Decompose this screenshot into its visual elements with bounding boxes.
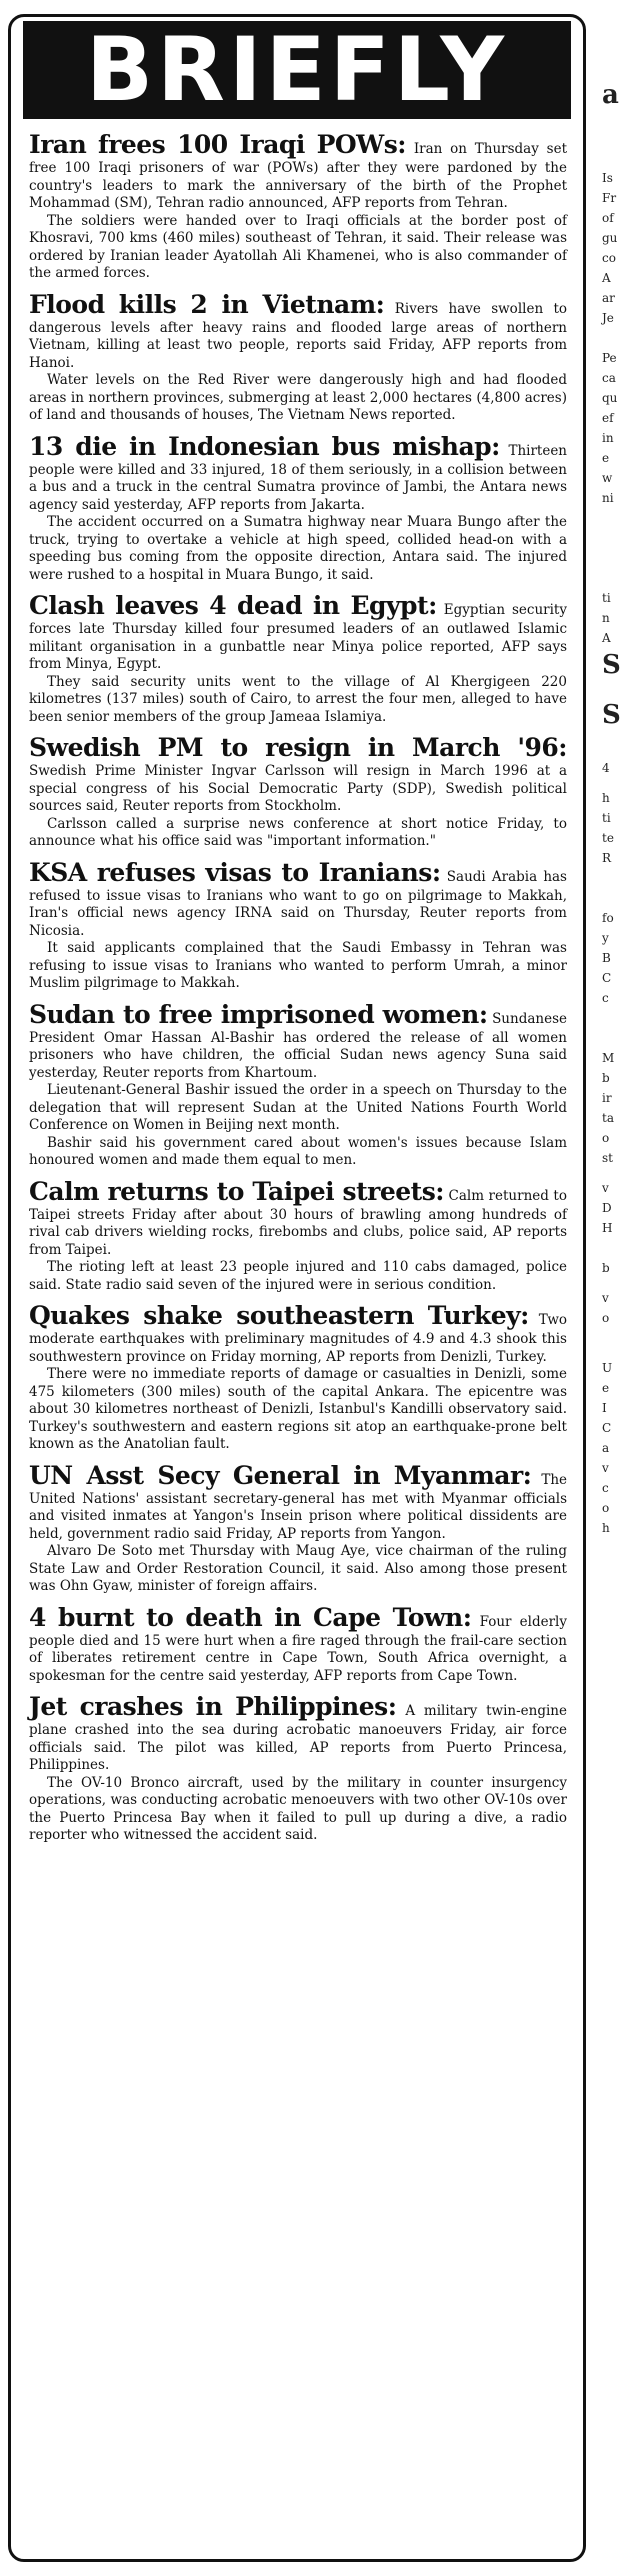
adjacent-column-fragment: qu <box>602 391 618 405</box>
news-brief <box>29 129 567 283</box>
adjacent-column-fragment: of <box>602 211 614 225</box>
adjacent-column-fragment: fo <box>602 911 614 925</box>
adjacent-column-fragment: o <box>602 1311 610 1325</box>
brief-lead-paragraph <box>29 289 567 373</box>
adjacent-column-fragment: R <box>602 851 612 865</box>
adjacent-column-fragment: v <box>602 1291 609 1305</box>
adjacent-column-fragment: v <box>602 1461 609 1475</box>
stories-container <box>29 129 567 1845</box>
adjacent-column-fragment: ti <box>602 591 611 605</box>
brief-text: The accident occurred on a Sumatra highway near Muara Bungo after the truck, trying to overtake a vehicle at high speed, collided head-on with a speeding bus coming from the opposite direction, Antara said. The injured were rushed to a hospital in Muara Bungo, it said. <box>29 514 567 583</box>
news-brief <box>29 1460 567 1596</box>
news-brief <box>29 1602 567 1686</box>
brief-headline: Flood kills 2 in Vietnam: <box>29 289 385 319</box>
adjacent-column-fragment: 4 <box>602 761 610 775</box>
brief-text: It said applicants complained that the Saudi Embassy in Tehran was refusing to issue visas to Iranians who wanted to perform Umrah, a minor Muslim pilgrimage to Makkah. <box>29 940 567 991</box>
brief-text: Two moderate earthquakes with preliminary magnitudes of 4.9 and 4.3 shook this southwestern province on Friday morning, AP reports from Denizli, Turkey. <box>29 1312 568 1365</box>
brief-text: They said security units went to the village of Al Khergigeen 220 kilometres (137 miles) south of Cairo, to arrest the four men, alleged to have been senior members of the group Jameaa Islamiya. <box>29 673 567 725</box>
brief-text: Saudi Arabia has refused to issue visas to Iranians who want to go on pilgrimage to Makkah, Iran's official news agency IRNA said on Thursday, Reuter reports from Nicosia. <box>29 868 567 939</box>
adjacent-column-fragment: c <box>602 991 609 1005</box>
adjacent-column-fragment: C <box>602 1421 612 1435</box>
brief-text: Water levels on the Red River were dangerously high and had flooded areas in northern provinces, submerging at least 2,000 hectares (4,800 acres) of land and thousands of houses, The Vietnam News reported. <box>29 372 567 423</box>
adjacent-column-fragment: h <box>602 791 610 805</box>
brief-paragraph <box>29 213 567 283</box>
adjacent-column-fragment: ir <box>602 1091 612 1105</box>
news-brief <box>29 289 567 425</box>
brief-headline: Clash leaves 4 dead in Egypt: <box>29 591 437 620</box>
brief-headline: Quakes shake southeastern Turkey: <box>29 1301 529 1330</box>
adjacent-column-fragment: ti <box>602 811 611 825</box>
adjacent-column-fragment: D <box>602 1201 612 1215</box>
brief-lead-paragraph <box>29 1691 567 1775</box>
brief-text: Alvaro De Soto met Thursday with Maug Aye, vice chairman of the ruling State Law and Order Restoration Council, it said. Also among those present was Ohn Gyaw, minister of foreign affairs. <box>29 1543 567 1594</box>
adjacent-column-fragment: a <box>602 1441 610 1455</box>
brief-headline: Sudan to free imprisoned women: <box>29 999 488 1029</box>
brief-text: Carlsson called a surprise news conference at short notice Friday, to announce what his office said was "important information." <box>29 815 567 849</box>
news-brief <box>29 732 567 851</box>
news-brief <box>29 1691 567 1845</box>
news-brief <box>29 1300 567 1454</box>
adjacent-column-fragment: y <box>602 931 609 945</box>
adjacent-column-fragment: h <box>602 1521 610 1535</box>
adjacent-column-fragment: C <box>602 971 612 985</box>
brief-text: Four elderly people died and 15 were hurt when a fire raged through the frail-care section of liberates retirement centre in Cape Town, South Africa overnight, a spokesman for the centre said yesterday, AFP reports from Cape Town. <box>29 1613 567 1684</box>
brief-text: Calm returned to Taipei streets Friday after about 30 hours of brawling among hundreds of rival cab drivers wielding rocks, firebombs and clubs, police said, AP reports from Taipei. <box>29 1187 567 1258</box>
brief-paragraph <box>29 1259 567 1294</box>
adjacent-column-fragment: ca <box>602 371 616 385</box>
adjacent-column-fragment: ta <box>602 1111 614 1125</box>
brief-text: Rivers have swollen to dangerous levels after heavy rains and flooded large areas of northern Vietnam, killing at least two people, reports said Friday, AFP reports from Hanoi. <box>29 300 567 371</box>
adjacent-column <box>600 0 624 2572</box>
brief-paragraph <box>29 514 567 584</box>
brief-headline: UN Asst Secy General in Myanmar: <box>29 1460 532 1490</box>
brief-headline: 13 die in Indonesian bus mishap: <box>29 431 500 461</box>
news-brief <box>29 1176 567 1295</box>
brief-lead-paragraph <box>29 431 567 515</box>
adjacent-column-fragment: ef <box>602 411 614 425</box>
brief-paragraph <box>29 372 567 425</box>
adjacent-column-fragment: A <box>602 271 611 285</box>
brief-paragraph <box>29 1082 567 1135</box>
brief-text: Lieutenant-General Bashir issued the order in a speech on Thursday to the delegation that will represent Sudan at the United Nations Fourth World Conference on Women in Beijing next month. <box>29 1082 567 1133</box>
briefly-box <box>8 14 586 2562</box>
brief-lead-paragraph <box>29 1176 567 1260</box>
adjacent-column-fragment: o <box>602 1131 610 1145</box>
adjacent-column-fragment: co <box>602 251 616 265</box>
adjacent-column-fragment: M <box>602 1051 615 1065</box>
adjacent-column-fragment: st <box>602 1151 613 1165</box>
brief-lead-paragraph <box>29 857 567 941</box>
adjacent-column-fragment: Is <box>602 171 613 185</box>
news-brief <box>29 857 567 993</box>
brief-text: Bashir said his government cared about women's issues because Islam honoured women and made them equal to men. <box>29 1134 567 1168</box>
brief-text: The United Nations' assistant secretary-general has met with Myanmar officials and visited inmates at Yangon's Insein prison where political dissidents are held, government radio said Friday, AP reports from Yangon. <box>29 1471 568 1542</box>
adjacent-column-fragment: gu <box>602 231 618 245</box>
brief-lead-paragraph <box>29 590 567 674</box>
news-brief <box>29 590 567 726</box>
brief-lead-paragraph <box>29 1602 567 1686</box>
brief-text: Swedish Prime Minister Ingvar Carlsson will resign in March 1996 at a special congress of his Social Democratic Party (SDP), Swedish political sources said, Reuter reports from Stockholm. <box>29 763 567 814</box>
brief-lead-paragraph <box>29 732 567 816</box>
brief-lead-paragraph <box>29 129 567 213</box>
adjacent-column-fragment: in <box>602 431 614 445</box>
brief-headline: KSA refuses visas to Iranians: <box>29 857 441 887</box>
adjacent-column-fragment: n <box>602 611 610 625</box>
news-brief <box>29 999 567 1170</box>
adjacent-column-fragment: S <box>602 700 621 730</box>
adjacent-column-fragment: U <box>602 1361 613 1375</box>
brief-paragraph <box>29 940 567 993</box>
brief-text: The OV-10 Bronco aircraft, used by the military in counter insurgency operations, was conducting acrobatic menoeuvers with two other OV-10s over the Puerto Princesa Bay when it failed to pull up during a dive, a radio reporter who witnessed the accident said. <box>29 1774 567 1843</box>
adjacent-column-fragment: Pe <box>602 351 617 365</box>
brief-paragraph <box>29 674 567 727</box>
brief-paragraph <box>29 1775 567 1845</box>
adjacent-column-fragment: H <box>602 1221 613 1235</box>
brief-text: The rioting left at least 23 people injured and 110 cabs damaged, police said. State radio said seven of the injured were in serious condition. <box>29 1259 567 1293</box>
adjacent-column-fragment: a <box>602 80 619 110</box>
brief-lead-paragraph <box>29 1460 567 1544</box>
adjacent-column-fragment: Je <box>602 311 614 325</box>
adjacent-column-fragment: e <box>602 451 610 465</box>
brief-paragraph <box>29 1366 567 1454</box>
adjacent-column-fragment: ni <box>602 491 614 505</box>
brief-paragraph <box>29 1543 567 1596</box>
top-strip <box>0 0 620 12</box>
adjacent-column-fragment: o <box>602 1501 610 1515</box>
briefly-masthead: BRIEFLY <box>23 21 571 119</box>
adjacent-column-fragment: e <box>602 1381 610 1395</box>
brief-text: Sundanese President Omar Hassan Al-Bashir has ordered the release of all women prisoners who have children, the official Sudan news agency Suna said yesterday, Reuter reports from Khartoum. <box>29 1010 567 1081</box>
adjacent-column-fragment: v <box>602 1181 609 1195</box>
adjacent-column-fragment: c <box>602 1481 609 1495</box>
brief-paragraph <box>29 816 567 851</box>
brief-text: The soldiers were handed over to Iraqi officials at the border post of Khosravi, 700 kms (460 miles) southeast of Tehran, it said. Their release was ordered by Iranian leader Ayatollah Ali Khamenei, who is also commander of the armed forces. <box>29 212 567 281</box>
brief-text: There were no immediate reports of damage or casualties in Denizli, some 475 kilometers (300 miles) south of the capital Ankara. The epicentre was about 30 kilometres northeast of Denizli, Istanbul's Kandilli observatory said. Turkey's southwestern and eastern regions sit atop an earthquake-prone belt known as the Anatolian fault. <box>29 1366 567 1452</box>
brief-text: Thirteen people were killed and 33 injured, 18 of them seriously, in a collision between a bus and a truck in the central Sumatra province of Jambi, the Antara news agency said yesterday, AFP reports from Jakarta. <box>29 442 568 513</box>
adjacent-column-fragment: S <box>602 650 621 680</box>
brief-headline: Swedish PM to resign in March '96: <box>29 733 567 762</box>
brief-headline: Jet crashes in Philippines: <box>29 1692 397 1721</box>
adjacent-column-fragment: b <box>602 1071 610 1085</box>
adjacent-column-fragment: te <box>602 831 614 845</box>
adjacent-column-fragment: B <box>602 951 611 965</box>
brief-paragraph <box>29 1135 567 1170</box>
brief-headline: 4 burnt to death in Cape Town: <box>29 1602 472 1632</box>
brief-headline: Calm returns to Taipei streets: <box>29 1176 444 1206</box>
brief-text: A military twin-engine plane crashed into the sea during acrobatic manoeuvers Friday, air force officials said. The pilot was killed, AP reports from Puerto Princesa, Philippines. <box>29 1703 567 1773</box>
brief-text: Egyptian security forces late Thursday killed four presumed leaders of an outlawed Islamic militant organisation in a gunbattle near Minya police reported, AFP says from Minya, Egypt. <box>29 602 567 672</box>
adjacent-column-fragment: I <box>602 1401 607 1415</box>
news-brief <box>29 431 567 585</box>
adjacent-column-fragment: Fr <box>602 191 617 205</box>
adjacent-column-fragment: ar <box>602 291 615 305</box>
brief-lead-paragraph <box>29 999 567 1083</box>
brief-lead-paragraph <box>29 1300 567 1366</box>
adjacent-column-fragment: w <box>602 471 613 485</box>
adjacent-column-fragment: b <box>602 1261 610 1275</box>
brief-headline: Iran frees 100 Iraqi POWs: <box>29 130 407 159</box>
brief-text: Iran on Thursday set free 100 Iraqi prisoners of war (POWs) after they were pardoned by the country's leaders to mark the anniversary of the birth of the Prophet Mohammad (SM), Tehran radio announced, AFP reports from Tehran. <box>29 141 567 211</box>
adjacent-column-fragment: A <box>602 631 611 645</box>
